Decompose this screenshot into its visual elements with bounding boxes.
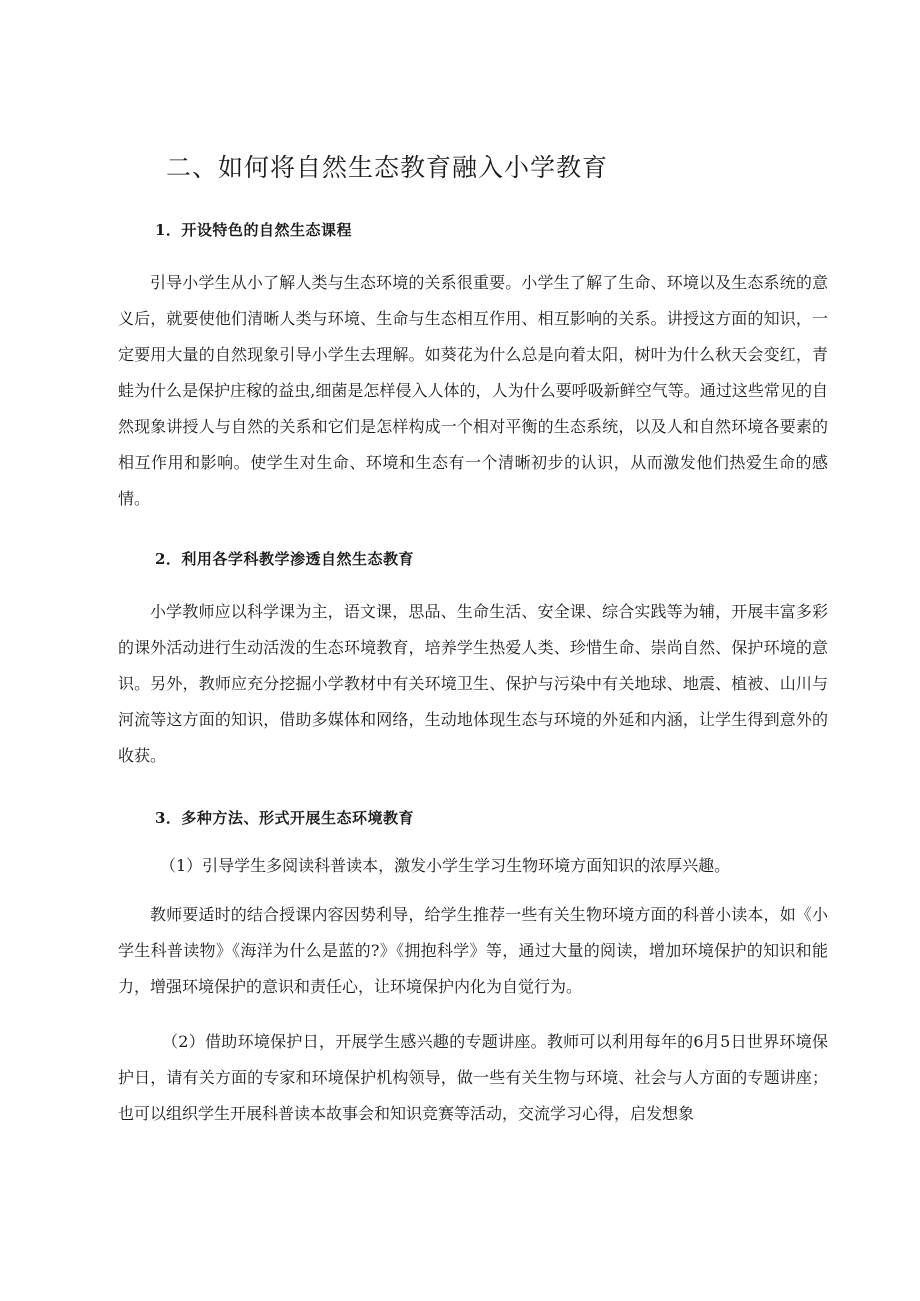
paragraph-3: 教师要适时的结合授课内容因势利导，给学生推荐一些有关生物环境方面的科普小读本，如《小学生科普读物》《海洋为什么是蓝的?》《拥抱科学》等，通过大量的阅读，增加环境保护的知识和能力，增强环境保护的意识和责任心，让环境保护内化为自觉行为。	[118, 905, 828, 996]
section-title: 二、如何将自然生态教育融入小学教育	[166, 153, 609, 182]
list-item-1: （1）引导学生多阅读科普读本，激发小学生学习生物环境方面知识的浓厚兴趣。	[160, 856, 731, 875]
subsection-heading-2: 2．利用各学科教学渗透自然生态教育	[155, 550, 414, 568]
subsection-heading-3: 3．多种方法、形式开展生态环境教育	[155, 809, 414, 827]
paragraph-4: （2）借助环境保护日，开展学生感兴趣的专题讲座。教师可以利用每年的6月5日世界环境保护日，请有关方面的专家和环境保护机构领导，做一些有关生物与环境、社会与人方面的专题讲座；也可以组织学生开展科普读本故事会和知识竞赛等活动，交流学习心得，启发想象	[118, 1032, 828, 1123]
paragraph-2: 小学教师应以科学课为主，语文课，思品、生命生活、安全课、综合实践等为辅，开展丰富多彩的课外活动进行生动活泼的生态环境教育，培养学生热爱人类、珍惜生命、崇尚自然、保护环境的意识。另外，教师应充分挖掘小学教材中有关环境卫生、保护与污染中有关地球、地震、植被、山川与河流等这方面的知识，借助多媒体和网络，生动地体现生态与环境的外延和内涵，让学生得到意外的收获。	[118, 602, 828, 765]
subsection-heading-1: 1．开设特色的自然生态课程	[155, 221, 352, 239]
paragraph-1: 引导小学生从小了解人类与生态环境的关系很重要。小学生了解了生命、环境以及生态系统的意义后，就要使他们清晰人类与环境、生命与生态相互作用、相互影响的关系。讲授这方面的知识，一定要用大量的自然现象引导小学生去理解。如葵花为什么总是向着太阳，树叶为什么秋天会变红，青蛙为什么是保护庄稼的益虫,细菌是怎样侵入人体的，人为什么要呼吸新鲜空气等。通过这些常见的自然现象讲授人与自然的关系和它们是怎样构成一个相对平衡的生态系统，以及人和自然环境各要素的相互作用和影响。使学生对生命、环境和生态有一个清晰初步的认识，从而激发他们热爱生命的感情。	[118, 273, 828, 508]
